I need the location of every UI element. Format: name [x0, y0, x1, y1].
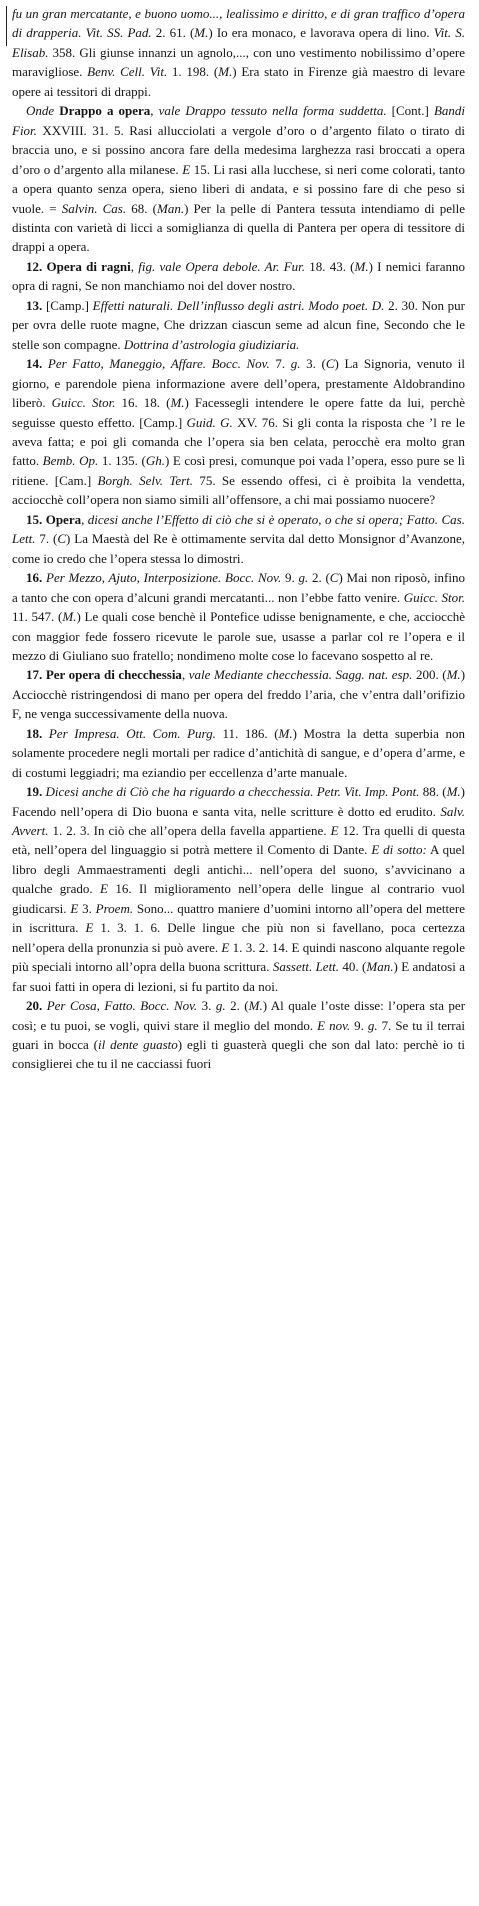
italic-run: M. [446, 784, 461, 800]
text-run: 12. Tra quelli di questa età, nell’opera del linguaggio si potrà mettere il Comento di Dante. [12, 823, 466, 858]
italic-run: Per Mezzo, Ajuto, Interposizione. Bocc. Nov. [46, 570, 282, 586]
text-run: ) La Maestà del Re è ottimamente servita dal detto Monsignor d’Avanzone, come io credo che l’opera stessa lo dimostri. [12, 531, 465, 566]
text-run: 1. 135. ( [98, 453, 146, 469]
entry-number: 15. [26, 511, 46, 527]
text-run: 2. ( [225, 998, 249, 1014]
italic-run: fu un gran mercatante, e buono uomo..., lealissimo e diritto, e di gran traffico d’opera di drapperia. [12, 6, 465, 41]
text-run: 1. 3. 1. 6. Delle lingue che più non si favellano, poca certezza nell’opera della pronunzia si può avere. [12, 920, 465, 955]
italic-run: C [325, 356, 335, 372]
italic-run: vale Mediante checchessia. Sagg. nat. esp. [188, 667, 413, 683]
italic-run: Vit. S. Elisab. [12, 25, 466, 60]
entry-number: 19. [26, 784, 46, 800]
text-run: 2. 61. ( [151, 25, 195, 41]
entry-number: 13. [26, 297, 46, 313]
text-run: XV. 76. Si gli conta la risposta che ’l re le aveva fatta; e poi gli comanda che l’opera sia ben celata, perocchè era molto gran fatto. [12, 414, 465, 469]
text-run: 9. [350, 1017, 368, 1033]
text-run: 68. ( [126, 200, 157, 216]
text-run: ) Mai non riposò, infino a tanto che con opera d’alcuni grandi mercatanti... non l’ebbe fatto venire. [12, 570, 465, 605]
italic-run: E [70, 900, 79, 916]
text-run: 200. ( [412, 667, 447, 683]
italic-run: Gh. [145, 453, 165, 469]
italic-run: Borgh. Selv. Tert. [97, 472, 194, 488]
dictionary-entry [12, 296, 465, 354]
entry-headword: Per opera di checchessia [45, 667, 182, 683]
text-run: 3. ( [300, 356, 326, 372]
italic-run: Guid. G. [186, 414, 233, 430]
italic-run: E di sotto: [371, 842, 427, 858]
text-run: 9. [281, 570, 299, 586]
entry-headword: Opera [45, 511, 82, 527]
italic-run: g. [215, 998, 226, 1014]
text-run: ) Al quale l’oste disse: l’opera sta per così; e tu puoi, se vogli, quivi stare il meglio del mondo. [12, 998, 466, 1033]
text-run: [Camp.] [45, 297, 93, 313]
text-run: 7. ( [35, 531, 58, 547]
italic-run: Man. [366, 959, 394, 975]
text-run: 11. 547. ( [12, 609, 63, 625]
italic-run: Guicc. Stor. [51, 395, 116, 411]
italic-run: vale Drappo tessuto nella forma suddetta. [158, 103, 387, 119]
italic-run: Per Impresa. Ott. Com. Purg. [48, 725, 216, 741]
italic-run: M. [62, 609, 77, 625]
text-run: 1. 198. ( [167, 64, 219, 80]
text-run: Sono... quattro maniere d’uomini intorno all’opera del mettere in iscrittura. [12, 900, 466, 936]
italic-run: C [329, 570, 339, 586]
italic-run: Onde [26, 103, 60, 119]
entry-number: 20. [26, 998, 47, 1014]
italic-run: g. [290, 356, 301, 372]
text-run: 1. 2. 3. In ciò che all’opera della favella appartiene. [48, 823, 331, 839]
text-run: 15. Li rasi alla lucchese, si neri come colorati, tanto a opera quanto senza opera, sieno liberi di andata, e si possino fare di che peso si vuole. = [12, 161, 466, 216]
text-run: ) Io era monaco, e lavorava opera di lino. [208, 25, 434, 41]
text-run: ) Facessegli intendere le opere fatte da lui, perchè seguisse questo effetto. [Camp.] [12, 395, 465, 430]
text-run: 40. ( [339, 959, 367, 975]
text-run: , [150, 103, 159, 119]
text-run: , [81, 511, 88, 527]
dictionary-entry [12, 782, 465, 996]
italic-run: M. [248, 998, 263, 1014]
dictionary-entry [12, 665, 465, 723]
dictionary-entry [12, 996, 465, 1074]
text-run: 16. 18. ( [115, 395, 171, 411]
text-run: ) Acciocchè ristringendosi di mano per opera del freddo l’aria, che v’entra dall’orifizio F, ne venga successivamente della nuova. [12, 667, 466, 722]
italic-run: M. [354, 258, 369, 274]
italic-run: Per Fatto, Maneggio, Affare. Bocc. Nov. [47, 356, 270, 372]
continued-paragraph [12, 4, 465, 101]
text-run: ) La Signoria, venuto il giorno, e parendole piena informazione avere dell’opera, prestamente Aldobrandino liberò. [12, 356, 466, 411]
italic-run: E [221, 939, 230, 955]
entry-number: 12. [26, 258, 47, 274]
dictionary-entry [12, 568, 465, 665]
text-run: 2. 30. Non pur per ovra delle ruote magne, Che drizzan ciascun seme ad alcun fine, Secondo che le stelle son compagne. [12, 297, 466, 352]
italic-run: g. [367, 1017, 378, 1033]
italic-run: E [182, 161, 191, 177]
text-run: 16. Il miglioramento nell’opera delle lingue al contrario vuol giudicarsi. [12, 881, 465, 916]
dictionary-entry [12, 510, 465, 568]
text-run: XXVIII. 31. 5. Rasi allucciolati a vergole d’oro o d’argento filato o tirato di braccia uno, e si possino ancora fare della medesima larghezza rasi broccati a opera d’oro o d’argento alla milanese. [12, 122, 465, 177]
italic-run: Effetti naturali. Dell’influsso degli astri. Modo poet. D. [92, 297, 385, 313]
text-run: ) Facendo nell’opera di Dio buona e santa vita, nelle scritture è dotto ed erudito. [12, 784, 465, 819]
text-column [12, 4, 465, 1074]
italic-run: M. [194, 25, 209, 41]
text-run: ) Le quali cose benchè il Pontefice udisse benignamente, e che, acciocchè con maggior fede fossero ricevute le parole sue, usasse a parlar col re l’opera e il mezzo di Giuliano suo fratello; nondimeno molte cose lo facevano sospetto al re. [12, 609, 465, 663]
italic-run: g. [298, 570, 309, 586]
text-run: 75. Se essendo offesi, ci è proibita la vendetta, acciocchè coll’opera non siamo simili all’offensore, a chi mai possiamo nuocere? [12, 472, 465, 508]
italic-run: M. [446, 667, 461, 683]
italic-run: il dente guasto [98, 1037, 178, 1053]
text-run: 7. [269, 356, 291, 372]
italic-run: E nov. [317, 1017, 351, 1033]
entry-headword: Drappo a opera [59, 103, 151, 119]
entry-number: 18. [26, 725, 49, 741]
italic-run: M. [278, 725, 293, 741]
text-run: 3. [197, 998, 216, 1014]
italic-run: E [330, 823, 339, 839]
italic-run: Sassett. Lett. [272, 959, 340, 975]
italic-run: fig. vale Opera debole. Ar. Fur. [138, 258, 306, 274]
text-run: ) Per la pelle di Pantera tessuta intendiamo di pelle distinta con varietà di licci a somiglianza di quella di Pantera per opera di tessitore di drappi a opera. [12, 200, 465, 255]
text-run: ) I nemici faranno opra di ragni, Se non manchiamo noi del dover nostro. [12, 258, 466, 294]
italic-run: Man. [156, 200, 185, 216]
italic-run: M. [170, 395, 185, 411]
dictionary-entry [12, 354, 465, 510]
entry-headword: Opera di ragni [46, 258, 131, 274]
italic-run: M. [218, 64, 233, 80]
italic-run: Guicc. Stor. [403, 589, 465, 605]
italic-run: Bandi Fior. [12, 103, 465, 138]
text-run: ) E andatosi a far suoi fatti in opera di lezioni, si fu partito da noi. [12, 959, 465, 994]
text-run: [Cont.] [386, 103, 434, 119]
text-run: ) Mostra la detta superbia non solamente procedere negli mortali per radice d’antichità di sangue, e d’opera d’arme, e di costumi leggiadri; ma eziandio per eccellenza d’arte manuale. [12, 725, 465, 780]
entry-number: 16. [26, 570, 46, 586]
dictionary-entry [12, 101, 465, 257]
text-run: 3. [78, 900, 96, 916]
italic-run: Benv. Cell. Vit. [87, 64, 168, 80]
text-run: 2. ( [308, 570, 330, 586]
dictionary-entry [12, 257, 465, 296]
italic-run: Salvin. Cas. [61, 200, 127, 216]
margin-rule [6, 6, 7, 46]
text-run: , [130, 258, 139, 274]
italic-run: Proem. [95, 900, 134, 916]
text-run: 88. ( [419, 784, 447, 800]
text-run: 358. Gli giunse innanzi un agnolo,..., con uno vestimento nobilissimo d’opere maravigliose. [12, 44, 465, 80]
dictionary-entry [12, 724, 465, 782]
italic-run: E [100, 881, 108, 897]
text-run: A quel libro degli Ammaestramenti degli antichi... nell’opera del suono, s’avvicinano a qualche grado. [12, 842, 465, 897]
italic-run: Dicesi anche di Ciò che ha riguardo a checchessia. Petr. Vit. Imp. Pont. [45, 784, 420, 800]
italic-run: C [57, 531, 67, 547]
text-run: ) Era stato in Firenze già maestro di levare opere ai tessitori di drappi. [12, 64, 465, 99]
text-run: ) egli ti guasterà quegli che son dal lato: perchè io ti consiglierei che tu il ne cacciassi fuori [12, 1037, 466, 1072]
text-run: ) E così presi, comunque poi vada l’opera, esso pure se lì ritiene. [Cam.] [12, 453, 465, 488]
italic-run: Per Cosa, Fatto. Bocc. Nov. [46, 998, 198, 1014]
italic-run: dicesi anche l’Effetto di ciò che si è operato, o che si opera; Fatto. Cas. Lett. [12, 511, 465, 547]
entry-number: 17. [26, 667, 46, 683]
italic-run: Dottrina d’astrologia giudiziaria. [123, 336, 300, 352]
italic-run: Bemb. Op. [42, 453, 99, 469]
text-run: 7. Se tu il terrai guari in bocca ( [12, 1017, 466, 1053]
italic-run: Vit. SS. Pad. [85, 25, 152, 41]
italic-run: E [85, 920, 94, 936]
text-run: 1. 3. 2. 14. E quindi nascono alquante regole più speciali intorno all’opra della buona scrittura. [12, 939, 465, 975]
italic-run: Salv. Avvert. [12, 803, 465, 839]
text-run: 11. 186. ( [215, 725, 279, 741]
text-run: , [181, 667, 189, 683]
entry-number: 14. [26, 356, 48, 372]
text-run: 18. 43. ( [305, 258, 355, 274]
